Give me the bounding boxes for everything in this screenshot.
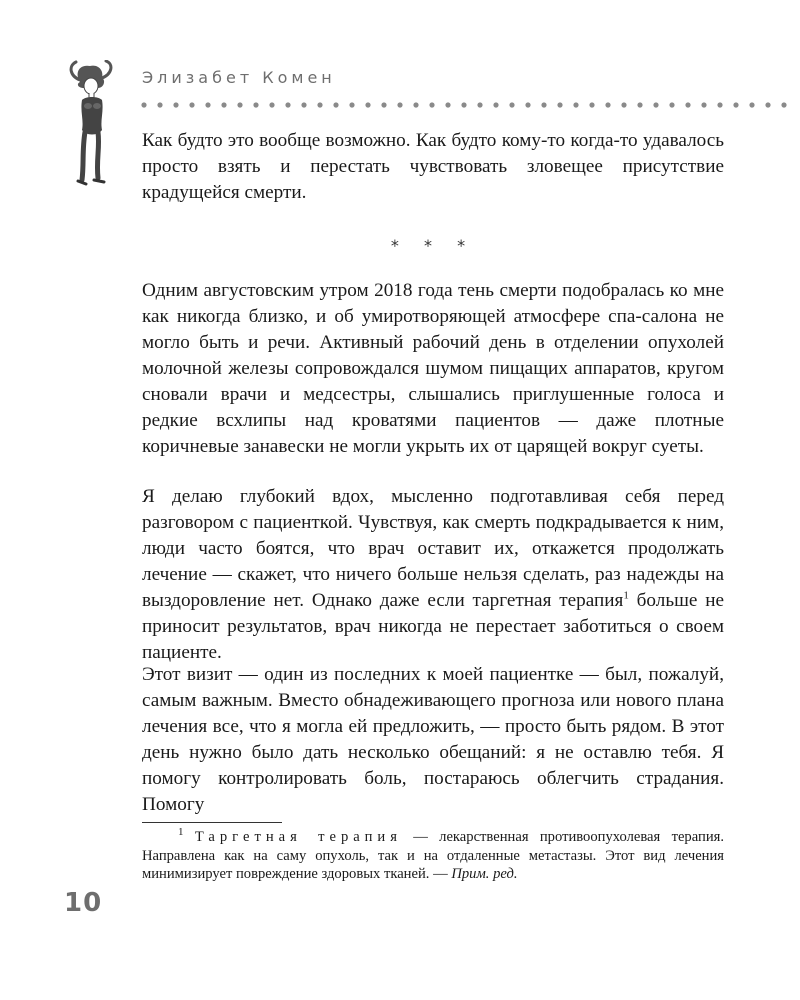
dotted-rule [140,100,792,110]
paragraph-1-text: Одним августовским утром 2018 года тень смерти подобралась ко мне как никогда близко, и об умиротворяющей атмосфере спа-салона не могло быть и речи. Активный рабочий день в отделении опухолей молочной железы сопровождался шумом пищащих аппаратов, кругом сновали врачи и медсестры, слышались приглушенные голоса и редкие всхлипы над кроватями пациентов — даже плотные коричневые занавески не могли укрыть их от царящей вокруг суеты. [142,280,724,457]
footnote-definition: — лекарственная противоопухолевая терапия. Направлена как на саму опухоль, так и на отдаленные метастазы. Этот вид лечения минимизирует повреждение здоровых тканей. — [142,829,724,882]
paragraph-0 [142,128,724,206]
paragraph-2-part-a: Я делаю глубокий вдох, мысленно подготавливая себя перед разговором с пациенткой. Чувствуя, как смерть подкрадывается к ним, люди часто боятся, что врач оставит их, откажется продолжать лечение — скажет, что ничего больше нельзя сделать, раз надежды на выздоровление нет. Однако даже если таргетная терапия [142,486,724,611]
footnote-term: Таргетная терапия [194,829,402,845]
paragraph-0-text: Как будто это вообще возможно. Как будто кому-то когда-то удавалось просто взять и перестать чувствовать зловещее присутствие крадущейся смерти. [142,130,724,203]
footnote-reference[interactable]: 1 [623,589,629,602]
page-number: 10 [64,888,103,918]
footnote-text [142,828,724,884]
paragraph-1 [142,278,724,460]
footnote [142,828,724,884]
section-separator: * * * [390,236,476,255]
footnote-editor-note: Прим. ред. [451,866,518,882]
paragraph-2-part-b: больше не приносит результатов, врач никогда не перестает заботиться о своем пациенте. [142,590,724,663]
paragraph-2 [142,484,724,666]
footnote-number: 1 [178,826,184,839]
paragraph-3 [142,662,724,818]
running-title: Элизабет Комен [142,68,336,87]
paragraph-3-text: Этот визит — один из последних к моей пациентке — был, пожалуй, самым важным. Вместо обнадеживающего прогноза или нового плана лечения все, что я могла ей предложить, — просто быть рядом. В этот день нужно было дать несколько обещаний: я не оставлю тебя. Я помогу контролировать боль, постараюсь облегчить страдания. Помогу [142,664,724,815]
paragraph-2-text [142,484,724,666]
footnote-rule [142,822,282,823]
pinup-woman-illustration [60,60,130,195]
